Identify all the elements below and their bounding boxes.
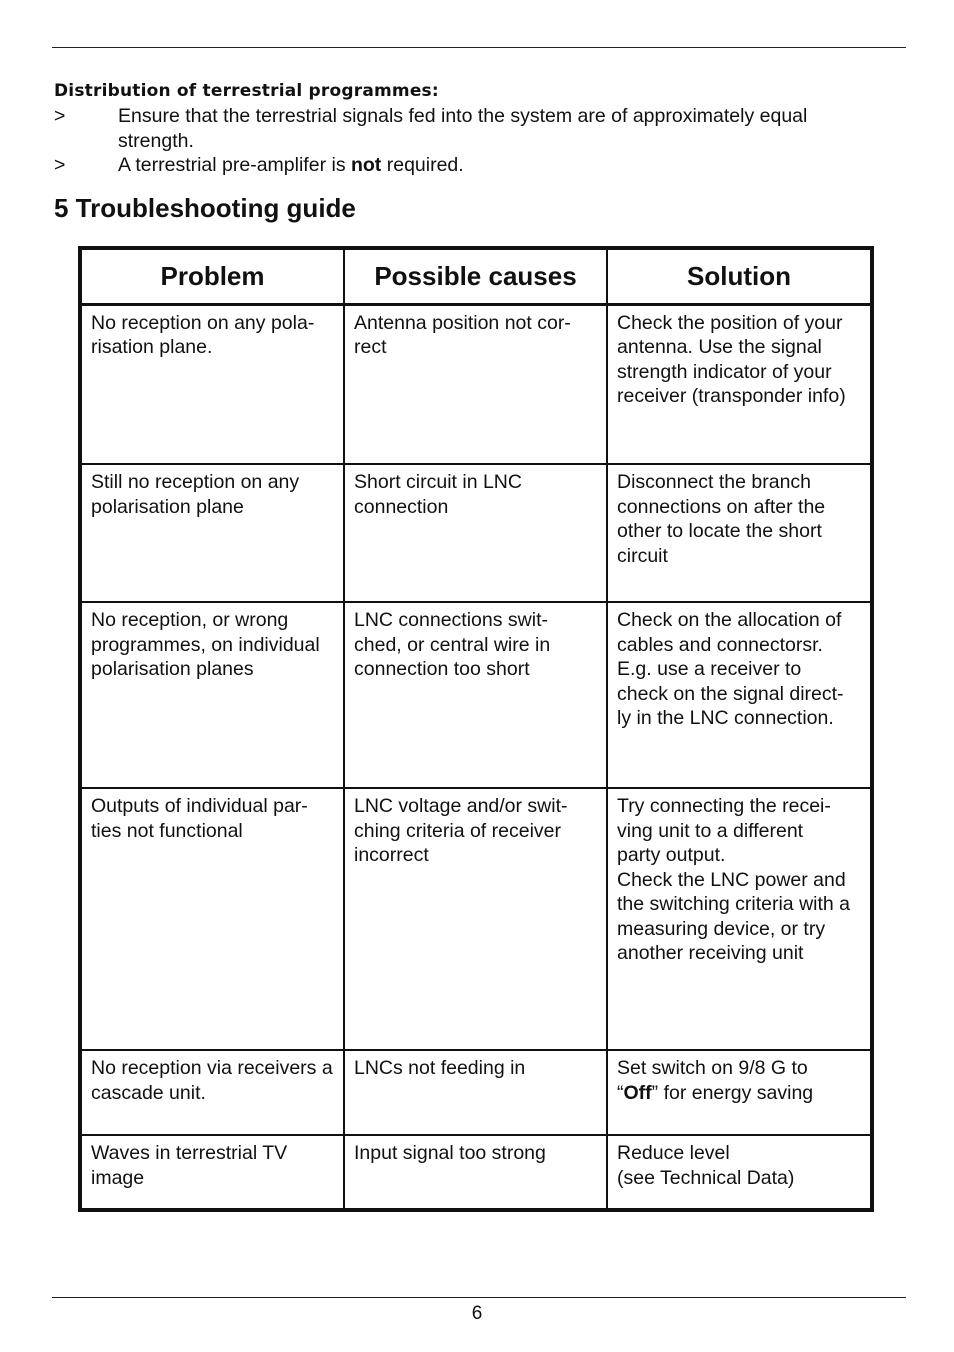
cell-problem <box>80 464 344 602</box>
header-solution: Solution <box>607 248 872 304</box>
list-item <box>54 153 874 178</box>
troubleshooting-table <box>78 246 874 1212</box>
table-row <box>80 304 872 464</box>
cell-problem <box>80 1135 344 1210</box>
cell-text <box>617 1056 864 1105</box>
table-row <box>80 1135 872 1210</box>
text-segment: Set switch on 9/8 G to “ <box>617 1057 808 1104</box>
cell-text: Check the position of your antenna. Use the signal strength indicator of your receiver (transponder info) <box>617 311 846 407</box>
cell-text: Short circuit in LNC connection <box>354 471 522 518</box>
cell-solution <box>607 1135 872 1210</box>
page-title: 5 Troubleshooting guide <box>54 193 356 223</box>
cell-cause <box>344 1135 607 1210</box>
header-problem: Problem <box>80 248 344 304</box>
cell-text: No reception, or wrong programmes, on individual polarisation planes <box>91 609 320 680</box>
header-rule <box>52 47 906 48</box>
cell-text: Input signal too strong <box>354 1142 546 1164</box>
cell-problem <box>80 1050 344 1135</box>
cell-solution <box>607 602 872 788</box>
cell-text: Antenna position not cor- rect <box>354 311 571 358</box>
header-possible-causes: Possible causes <box>344 248 607 304</box>
distribution-heading: Distribution of terrestrial programmes: <box>54 81 439 101</box>
cell-text: Waves in terrestrial TV image <box>91 1142 288 1189</box>
cell-problem <box>80 788 344 1050</box>
cell-problem <box>80 304 344 464</box>
bullet-marker: > <box>54 154 66 176</box>
page-number: 6 <box>471 1303 483 1324</box>
cell-text: No reception on any pola- risation plane. <box>91 311 315 358</box>
emphasis-off: Off <box>623 1081 652 1104</box>
table-row <box>80 788 872 1050</box>
bullet-text <box>118 153 874 178</box>
cell-text: Disconnect the branch connections on after the other to locate the short circuit <box>617 471 826 567</box>
bullet-marker: > <box>54 105 66 127</box>
list-item <box>54 104 874 153</box>
cell-text: LNC connections swit- ched, or central wire in connection too short <box>354 609 551 680</box>
table-row <box>80 1050 872 1135</box>
cell-text: LNCs not feeding in <box>354 1057 526 1079</box>
cell-solution <box>607 304 872 464</box>
cell-text: Reduce level (see Technical Data) <box>617 1142 795 1189</box>
cell-text: Still no reception on any polarisation plane <box>91 471 300 518</box>
bullet-text: Ensure that the terrestrial signals fed into the system are of approximately equal strength. <box>118 105 808 152</box>
text-segment: A terrestrial pre-amplifer is <box>118 154 351 176</box>
cell-cause <box>344 464 607 602</box>
cell-text: No reception via receivers a cascade unit. <box>91 1057 333 1104</box>
cell-text: LNC voltage and/or swit- ching criteria of receiver incorrect <box>354 795 568 866</box>
emphasis-not: not <box>350 154 382 176</box>
distribution-list <box>54 104 874 178</box>
cell-problem <box>80 602 344 788</box>
footer-rule <box>52 1297 906 1298</box>
cell-solution <box>607 788 872 1050</box>
cell-cause <box>344 1050 607 1135</box>
table-row <box>80 602 872 788</box>
text-segment: ” for energy saving <box>651 1081 814 1104</box>
cell-text: Outputs of individual par- ties not functional <box>91 795 308 842</box>
cell-cause <box>344 602 607 788</box>
cell-solution <box>607 1050 872 1135</box>
cell-cause <box>344 304 607 464</box>
table-row <box>80 464 872 602</box>
table-header-row <box>80 248 872 304</box>
cell-text: Check on the allocation of cables and connectorsr. E.g. use a receiver to check on the signal direct- ly in the LNC connection. <box>617 609 844 729</box>
cell-cause <box>344 788 607 1050</box>
text-segment: required. <box>381 154 464 176</box>
cell-solution <box>607 464 872 602</box>
cell-text: Try connecting the recei- ving unit to a different party output. Check the LNC power and the switching criteria with a measuring device, or try another receiving unit <box>617 795 851 964</box>
